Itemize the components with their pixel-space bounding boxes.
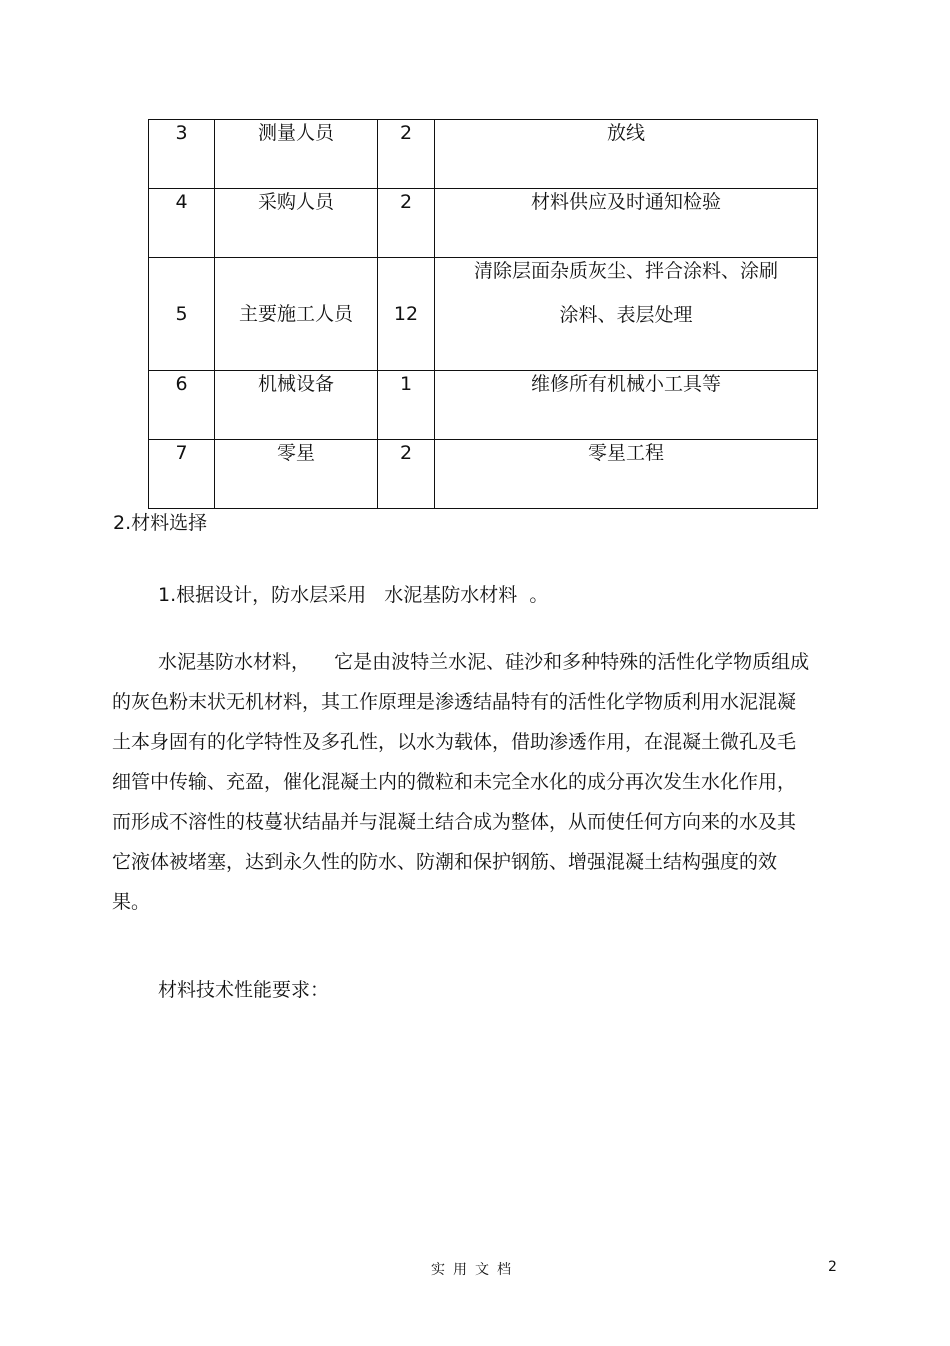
count-cell: 1 [378,371,435,440]
count-cell: 2 [378,189,435,258]
row-number: 7 [149,440,215,509]
role-cell: 采购人员 [215,189,378,258]
duty-cell: 放线 [435,120,818,189]
page-number: 2 [828,1259,837,1275]
table-row [149,258,818,371]
count-cell: 2 [378,120,435,189]
duty-line: 涂料、表层处理 [559,304,693,326]
role-cell: 机械设备 [215,371,378,440]
row-number: 5 [149,258,215,371]
table-row [149,120,818,189]
count-cell: 12 [378,258,435,371]
row-number: 6 [149,371,215,440]
count-cell: 2 [378,440,435,509]
row-number: 3 [149,120,215,189]
role-cell: 主要施工人员 [215,258,378,371]
table-row [149,189,818,258]
paragraph-material-description: 水泥基防水材料， 它是由波特兰水泥、硅沙和多种特殊的活性化学物质组成的灰色粉末状无机材料，其工作原理是渗透结晶特有的活性化学物质利用水泥混凝土本身固有的化学特性及多孔性，以水为载体，借助渗透作用，在混凝土微孔及毛细管中传输、充盈，催化混凝土内的微粒和未完全水化的成分再次发生水化作用，而形成不溶性的枝蔓状结晶并与混凝土结合成为整体，从而使任何方向来的水及其它液体被堵塞，达到永久性的防水、防潮和保护钢筋、增强混凝土结构强度的效果。 [112,651,810,913]
paragraph-requirements: 材料技术性能要求： [158,979,330,1001]
duty-cell: 维修所有机械小工具等 [435,371,818,440]
row-number: 4 [149,189,215,258]
duty-cell: 零星工程 [435,440,818,509]
duty-cell: 材料供应及时通知检验 [435,189,818,258]
table-row [149,440,818,509]
role-cell: 零星 [215,440,378,509]
section-heading: 2.材料选择 [113,512,208,534]
duty-cell [435,258,818,371]
table-row [149,371,818,440]
staff-table [148,119,818,509]
footer-label: 实用文档 [431,1262,519,1278]
role-cell: 测量人员 [215,120,378,189]
duty-line: 清除层面杂质灰尘、拌合涂料、涂刷 [473,260,778,282]
paragraph-design: 1.根据设计，防水层采用 水泥基防水材料 。 [158,584,549,606]
